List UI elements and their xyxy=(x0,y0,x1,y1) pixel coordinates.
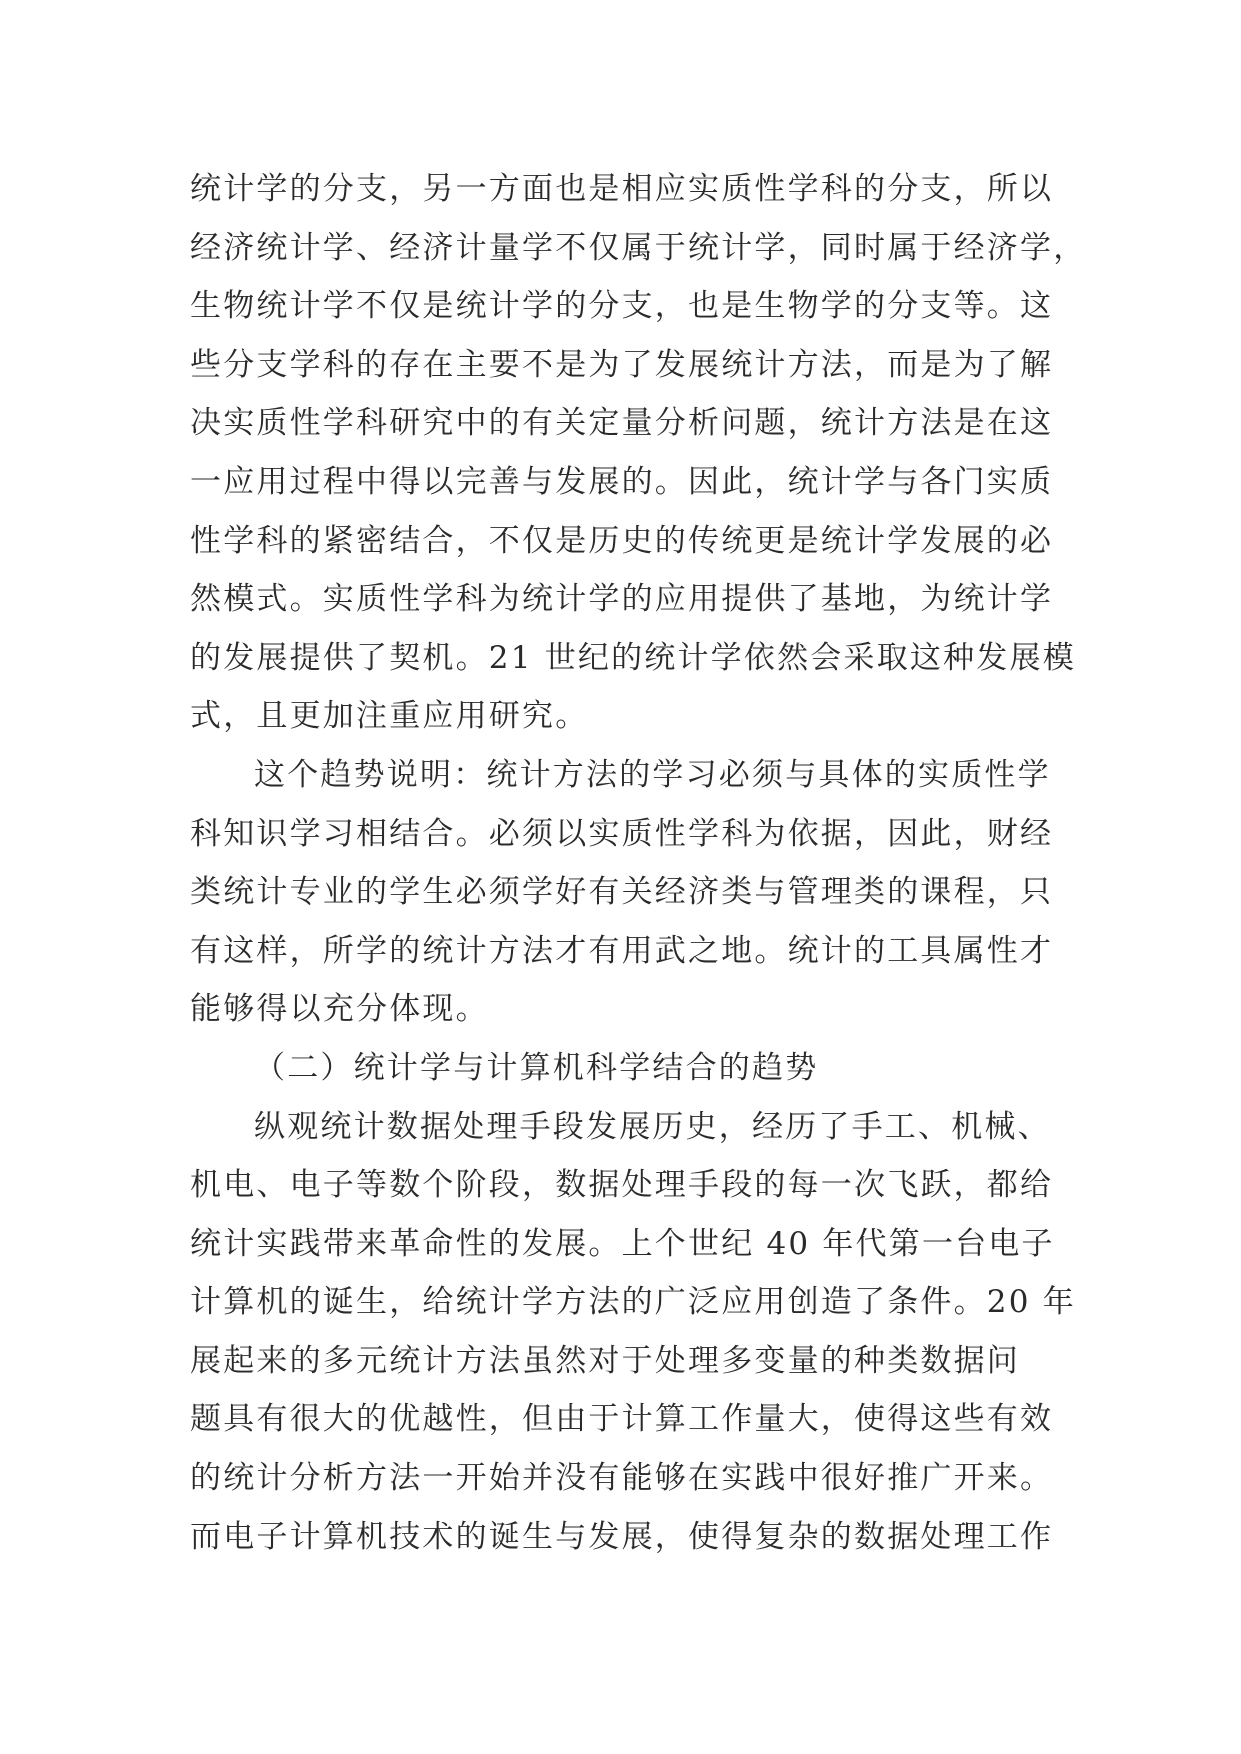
paragraph-first-line: 这个趋势说明：统计方法的学习必须与具体的实质性学 xyxy=(254,756,1051,793)
text-line: 题具有很大的优越性，但由于计算工作量大，使得这些有效 xyxy=(190,1401,1054,1438)
text-line: 一应用过程中得以完善与发展的。因此，统计学与各门实质 xyxy=(190,463,1054,500)
text-line: 决实质性学科研究中的有关定量分析问题，统计方法是在这 xyxy=(190,405,1054,442)
text-line: 能够得以充分体现。 xyxy=(190,991,489,1028)
text-line: 而电子计算机技术的诞生与发展，使得复杂的数据处理工作 xyxy=(190,1518,1054,1555)
text-line: 性学科的紧密结合，不仅是历史的传统更是统计学发展的必 xyxy=(190,522,1054,559)
text-line: 的发展提供了契机。21 世纪的统计学依然会采取这种发展模 xyxy=(190,639,1076,676)
text-line: 科知识学习相结合。必须以实质性学科为依据，因此，财经 xyxy=(190,815,1054,852)
text-line: 经济统计学、经济计量学不仅属于统计学，同时属于经济学， xyxy=(190,229,1087,266)
body-text xyxy=(190,160,1090,1566)
paragraph-first-line: （二）统计学与计算机科学结合的趋势 xyxy=(254,1049,819,1086)
text-line: 统计实践带来革命性的发展。上个世纪 40 年代第一台电子 xyxy=(190,1225,1055,1262)
text-line: 的统计分析方法一开始并没有能够在实践中很好推广开来。 xyxy=(190,1460,1054,1497)
text-line: 些分支学科的存在主要不是为了发展统计方法，而是为了解 xyxy=(190,346,1054,383)
text-line: 机电、电子等数个阶段，数据处理手段的每一次飞跃，都给 xyxy=(190,1167,1054,1204)
text-line: 统计学的分支，另一方面也是相应实质性学科的分支，所以 xyxy=(190,171,1054,207)
text-line: 式，且更加注重应用研究。 xyxy=(190,698,589,735)
text-line: 有这样，所学的统计方法才有用武之地。统计的工具属性才 xyxy=(190,932,1054,969)
paragraph-first-line: 纵观统计数据处理手段发展历史，经历了手工、机械、 xyxy=(254,1108,1051,1145)
text-line: 展起来的多元统计方法虽然对于处理多变量的种类数据问 xyxy=(190,1342,1020,1379)
text-line: 然模式。实质性学科为统计学的应用提供了基地，为统计学 xyxy=(190,581,1054,618)
text-line: 生物统计学不仅是统计学的分支，也是生物学的分支等。这 xyxy=(190,288,1054,325)
text-line: 计算机的诞生，给统计学方法的广泛应用创造了条件。20 年 xyxy=(190,1284,1076,1321)
text-line: 类统计专业的学生必须学好有关经济类与管理类的课程，只 xyxy=(190,874,1054,911)
